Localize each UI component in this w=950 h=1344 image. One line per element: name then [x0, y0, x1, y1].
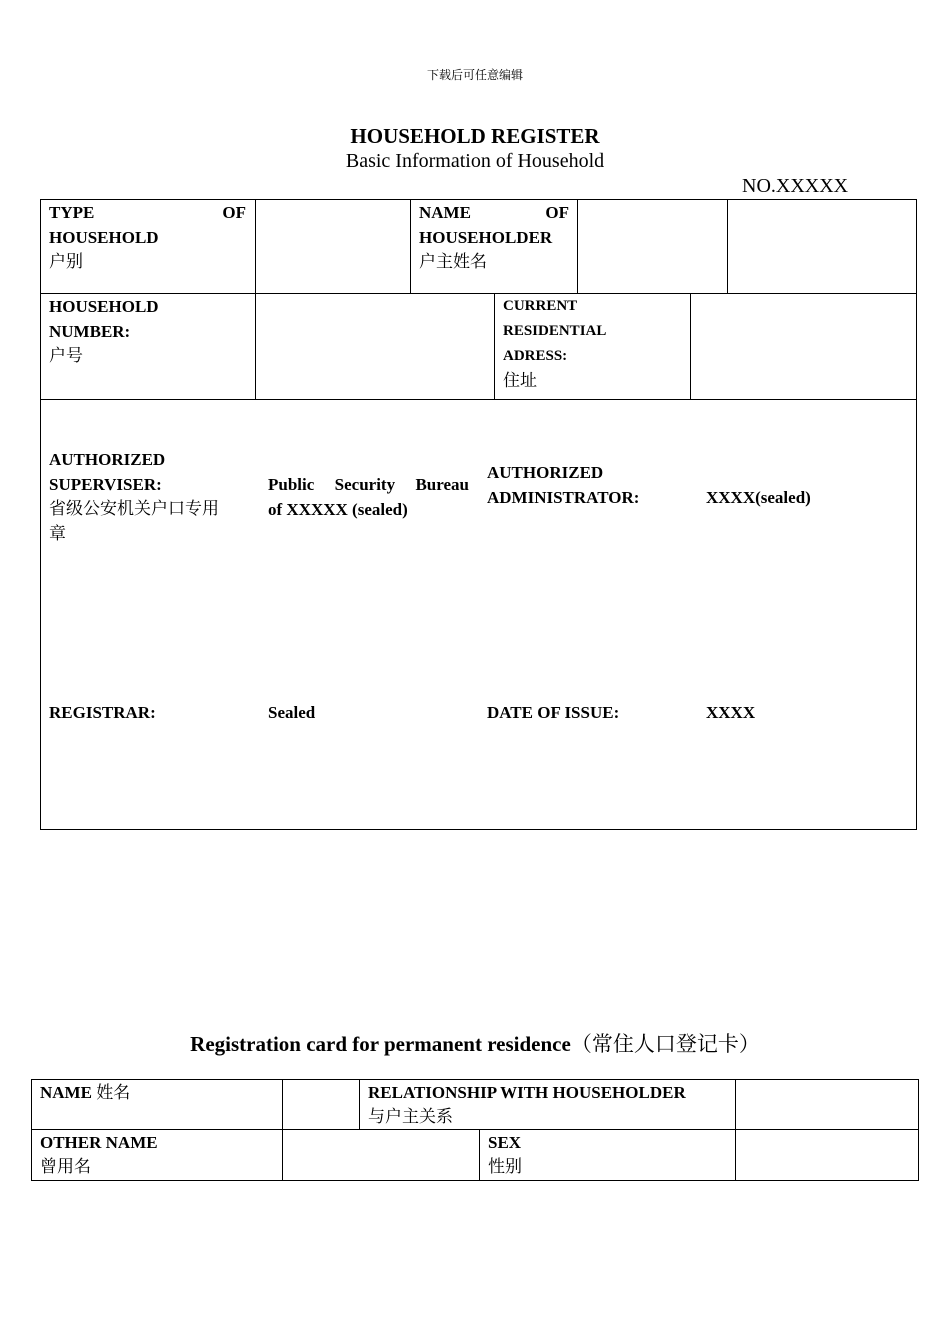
registrar-label: REGISTRAR:: [49, 703, 156, 722]
supervisor-zh-2: 章: [49, 524, 66, 544]
current-address-en-2: RESIDENTIAL: [503, 323, 607, 339]
card-sex-label: [488, 1130, 522, 1180]
col-divider: [494, 293, 495, 399]
type-of-household-label: [49, 200, 246, 275]
type-of-household-en-2: HOUSEHOLD: [49, 228, 159, 247]
administrator-label-2: ADMINISTRATOR:: [487, 488, 640, 507]
col-divider: [359, 1079, 360, 1129]
householder-name-label: [419, 200, 569, 275]
current-address-label: [503, 294, 683, 394]
householder-name-en-2: HOUSEHOLDER: [419, 228, 553, 247]
authorized-administrator-label: [487, 460, 687, 510]
supervisor-value-2: of XXXXX (sealed): [268, 500, 408, 519]
col-divider: [479, 1129, 480, 1181]
card-relationship-zh: 与户主关系: [368, 1107, 453, 1127]
card-name-zh: 姓名: [96, 1083, 131, 1103]
document-number: NO.XXXXX: [742, 175, 849, 197]
date-of-issue-label: DATE OF ISSUE:: [487, 703, 620, 722]
current-address-en-1: CURRENT: [503, 298, 578, 314]
col-divider: [255, 199, 256, 399]
household-number-label: [49, 294, 249, 369]
document-subtitle: Basic Information of Household: [345, 150, 605, 172]
supervisor-value-1: Public Security Bureau: [268, 475, 469, 494]
row-divider: [40, 399, 917, 400]
card-sex-en: SEX: [488, 1133, 522, 1152]
supervisor-value: [268, 472, 469, 522]
registrar-value: Sealed: [268, 703, 316, 722]
current-address-zh: 住址: [503, 371, 537, 391]
household-number-en-2: NUMBER:: [49, 322, 131, 341]
col-divider: [690, 293, 691, 399]
administrator-label-1: AUTHORIZED: [487, 463, 604, 482]
type-of-household-en-1: TYPE OF: [49, 203, 246, 222]
supervisor-zh-1: 省级公安机关户口专用: [49, 499, 219, 519]
card-relationship-label: [368, 1080, 730, 1130]
card-name-en: NAME: [40, 1083, 92, 1102]
col-divider: [727, 199, 728, 293]
supervisor-en-2: SUPERVISER:: [49, 475, 162, 494]
col-divider: [282, 1079, 283, 1181]
registration-card-title: [0, 1028, 950, 1058]
header-note: 下载后可任意编辑: [426, 68, 523, 82]
col-divider: [577, 199, 578, 293]
col-divider: [735, 1079, 736, 1181]
householder-name-zh: 户主姓名: [419, 252, 487, 272]
card-relationship-en: RELATIONSHIP WITH HOUSEHOLDER: [368, 1083, 686, 1102]
card-other-name-en: OTHER NAME: [40, 1133, 158, 1152]
registration-card-title-zh: （常住人口登记卡）: [570, 1032, 760, 1056]
card-sex-zh: 性别: [488, 1157, 522, 1177]
card-other-name-label: [40, 1130, 158, 1180]
col-divider: [410, 199, 411, 293]
administrator-value: XXXX(sealed): [706, 488, 811, 507]
document-title: HOUSEHOLD REGISTER: [350, 124, 600, 148]
current-address-en-3: ADRESS:: [503, 348, 568, 364]
household-number-zh: 户号: [49, 346, 83, 366]
type-of-household-zh: 户别: [49, 252, 83, 272]
date-of-issue-value: XXXX: [706, 703, 756, 722]
registration-card-title-en: Registration card for permanent residence: [190, 1032, 571, 1056]
household-number-en-1: HOUSEHOLD: [49, 297, 159, 316]
card-name-label: [40, 1080, 130, 1106]
authorized-supervisor-label: [49, 447, 254, 547]
card-other-name-zh: 曾用名: [40, 1157, 91, 1177]
householder-name-en-1: NAME OF: [419, 203, 569, 222]
supervisor-en-1: AUTHORIZED: [49, 450, 166, 469]
